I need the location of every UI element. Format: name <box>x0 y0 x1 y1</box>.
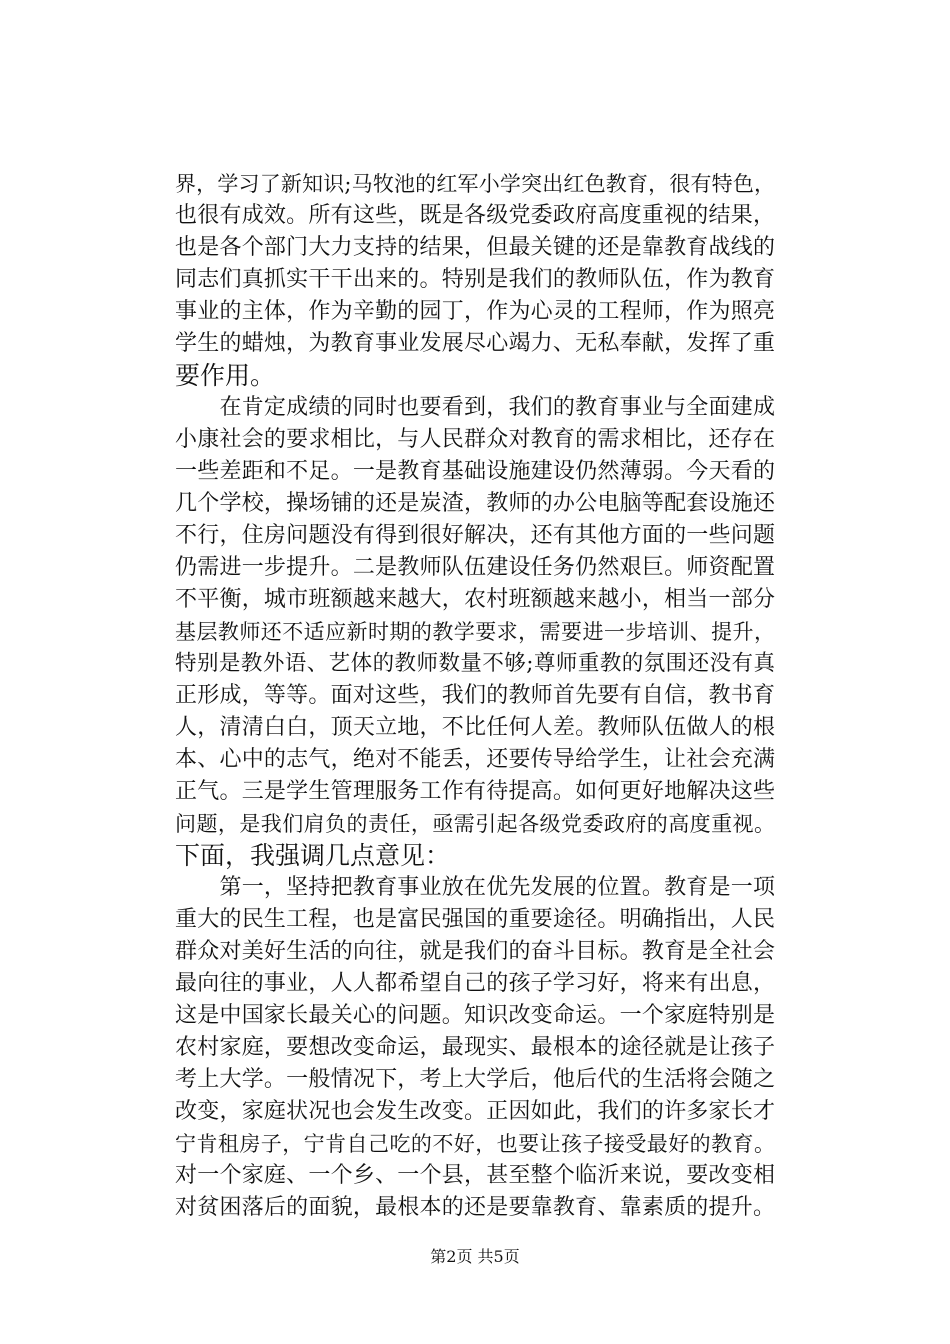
text-line: 也是各个部门大力支持的结果，但最关键的还是靠教育战线的 <box>175 235 775 260</box>
text-line: 对贫困落后的面貌，最根本的还是要靠教育、靠素质的提升。 <box>175 1195 775 1220</box>
text-line: 改变，家庭状况也会发生改变。正因如此，我们的许多家长才 <box>175 1099 775 1124</box>
text-line: 考上大学。一般情况下，考上大学后，他后代的生活将会随之 <box>175 1067 775 1092</box>
paragraph-first-line: 在肯定成绩的同时也要看到，我们的教育事业与全面建成 <box>175 395 775 420</box>
paragraph-end-line: 下面，我强调几点意见： <box>175 841 451 870</box>
text-line: 同志们真抓实干干出来的。特别是我们的教师队伍，作为教育 <box>175 267 775 292</box>
text-line: 人，清清白白，顶天立地，不比任何人差。教师队伍做人的根 <box>175 715 775 740</box>
text-line: 小康社会的要求相比，与人民群众对教育的需求相比，还存在 <box>175 427 775 452</box>
text-line: 宁肯租房子，宁肯自己吃的不好，也要让孩子接受最好的教育。 <box>175 1132 775 1156</box>
text-line: 不行，住房问题没有得到很好解决，还有其他方面的一些问题 <box>175 523 775 548</box>
paragraph-end-line: 要作用。 <box>175 361 276 390</box>
text-line: 特别是教外语、艺体的教师数量不够;尊师重教的氛围还没有真 <box>175 651 775 676</box>
text-line: 这是中国家长最关心的问题。知识改变命运。一个家庭特别是 <box>175 1003 775 1028</box>
text-line: 不平衡，城市班额越来越大，农村班额越来越小，相当一部分 <box>175 587 775 612</box>
text-line: 一些差距和不足。一是教育基础设施建设仍然薄弱。今天看的 <box>175 459 775 484</box>
text-line: 界，学习了新知识;马牧池的红军小学突出红色教育，很有特色， <box>175 172 775 196</box>
paragraph-first-line: 第一，坚持把教育事业放在优先发展的位置。教育是一项 <box>175 875 775 900</box>
text-line: 最向往的事业，人人都希望自己的孩子学习好，将来有出息， <box>175 971 775 996</box>
text-line: 问题，是我们肩负的责任，亟需引起各级党委政府的高度重视。 <box>175 812 775 836</box>
text-line: 事业的主体，作为辛勤的园丁，作为心灵的工程师，作为照亮 <box>175 299 775 324</box>
text-line: 对一个家庭、一个乡、一个县，甚至整个临沂来说，要改变相 <box>175 1163 775 1188</box>
text-line: 群众对美好生活的向往，就是我们的奋斗目标。教育是全社会 <box>175 939 775 964</box>
text-line: 正气。三是学生管理服务工作有待提高。如何更好地解决这些 <box>175 779 775 804</box>
text-line: 也很有成效。所有这些，既是各级党委政府高度重视的结果， <box>175 203 775 228</box>
text-line: 本、心中的志气，绝对不能丢，还要传导给学生，让社会充满 <box>175 747 775 772</box>
text-line: 基层教师还不适应新时期的教学要求，需要进一步培训、提升， <box>175 620 775 644</box>
text-line: 农村家庭，要想改变命运，最现实、最根本的途径就是让孩子 <box>175 1035 775 1060</box>
body-text <box>175 168 775 1224</box>
text-line: 学生的蜡烛，为教育事业发展尽心竭力、无私奉献，发挥了重 <box>175 331 775 356</box>
page-number-footer: 第2页 共5页 <box>430 1247 520 1266</box>
text-line: 仍需进一步提升。二是教师队伍建设任务仍然艰巨。师资配置 <box>175 555 775 580</box>
text-line: 重大的民生工程，也是富民强国的重要途径。明确指出，人民 <box>175 907 775 932</box>
text-line: 正形成，等等。面对这些，我们的教师首先要有自信，教书育 <box>175 683 775 708</box>
text-line: 几个学校，操场铺的还是炭渣，教师的办公电脑等配套设施还 <box>175 491 775 516</box>
